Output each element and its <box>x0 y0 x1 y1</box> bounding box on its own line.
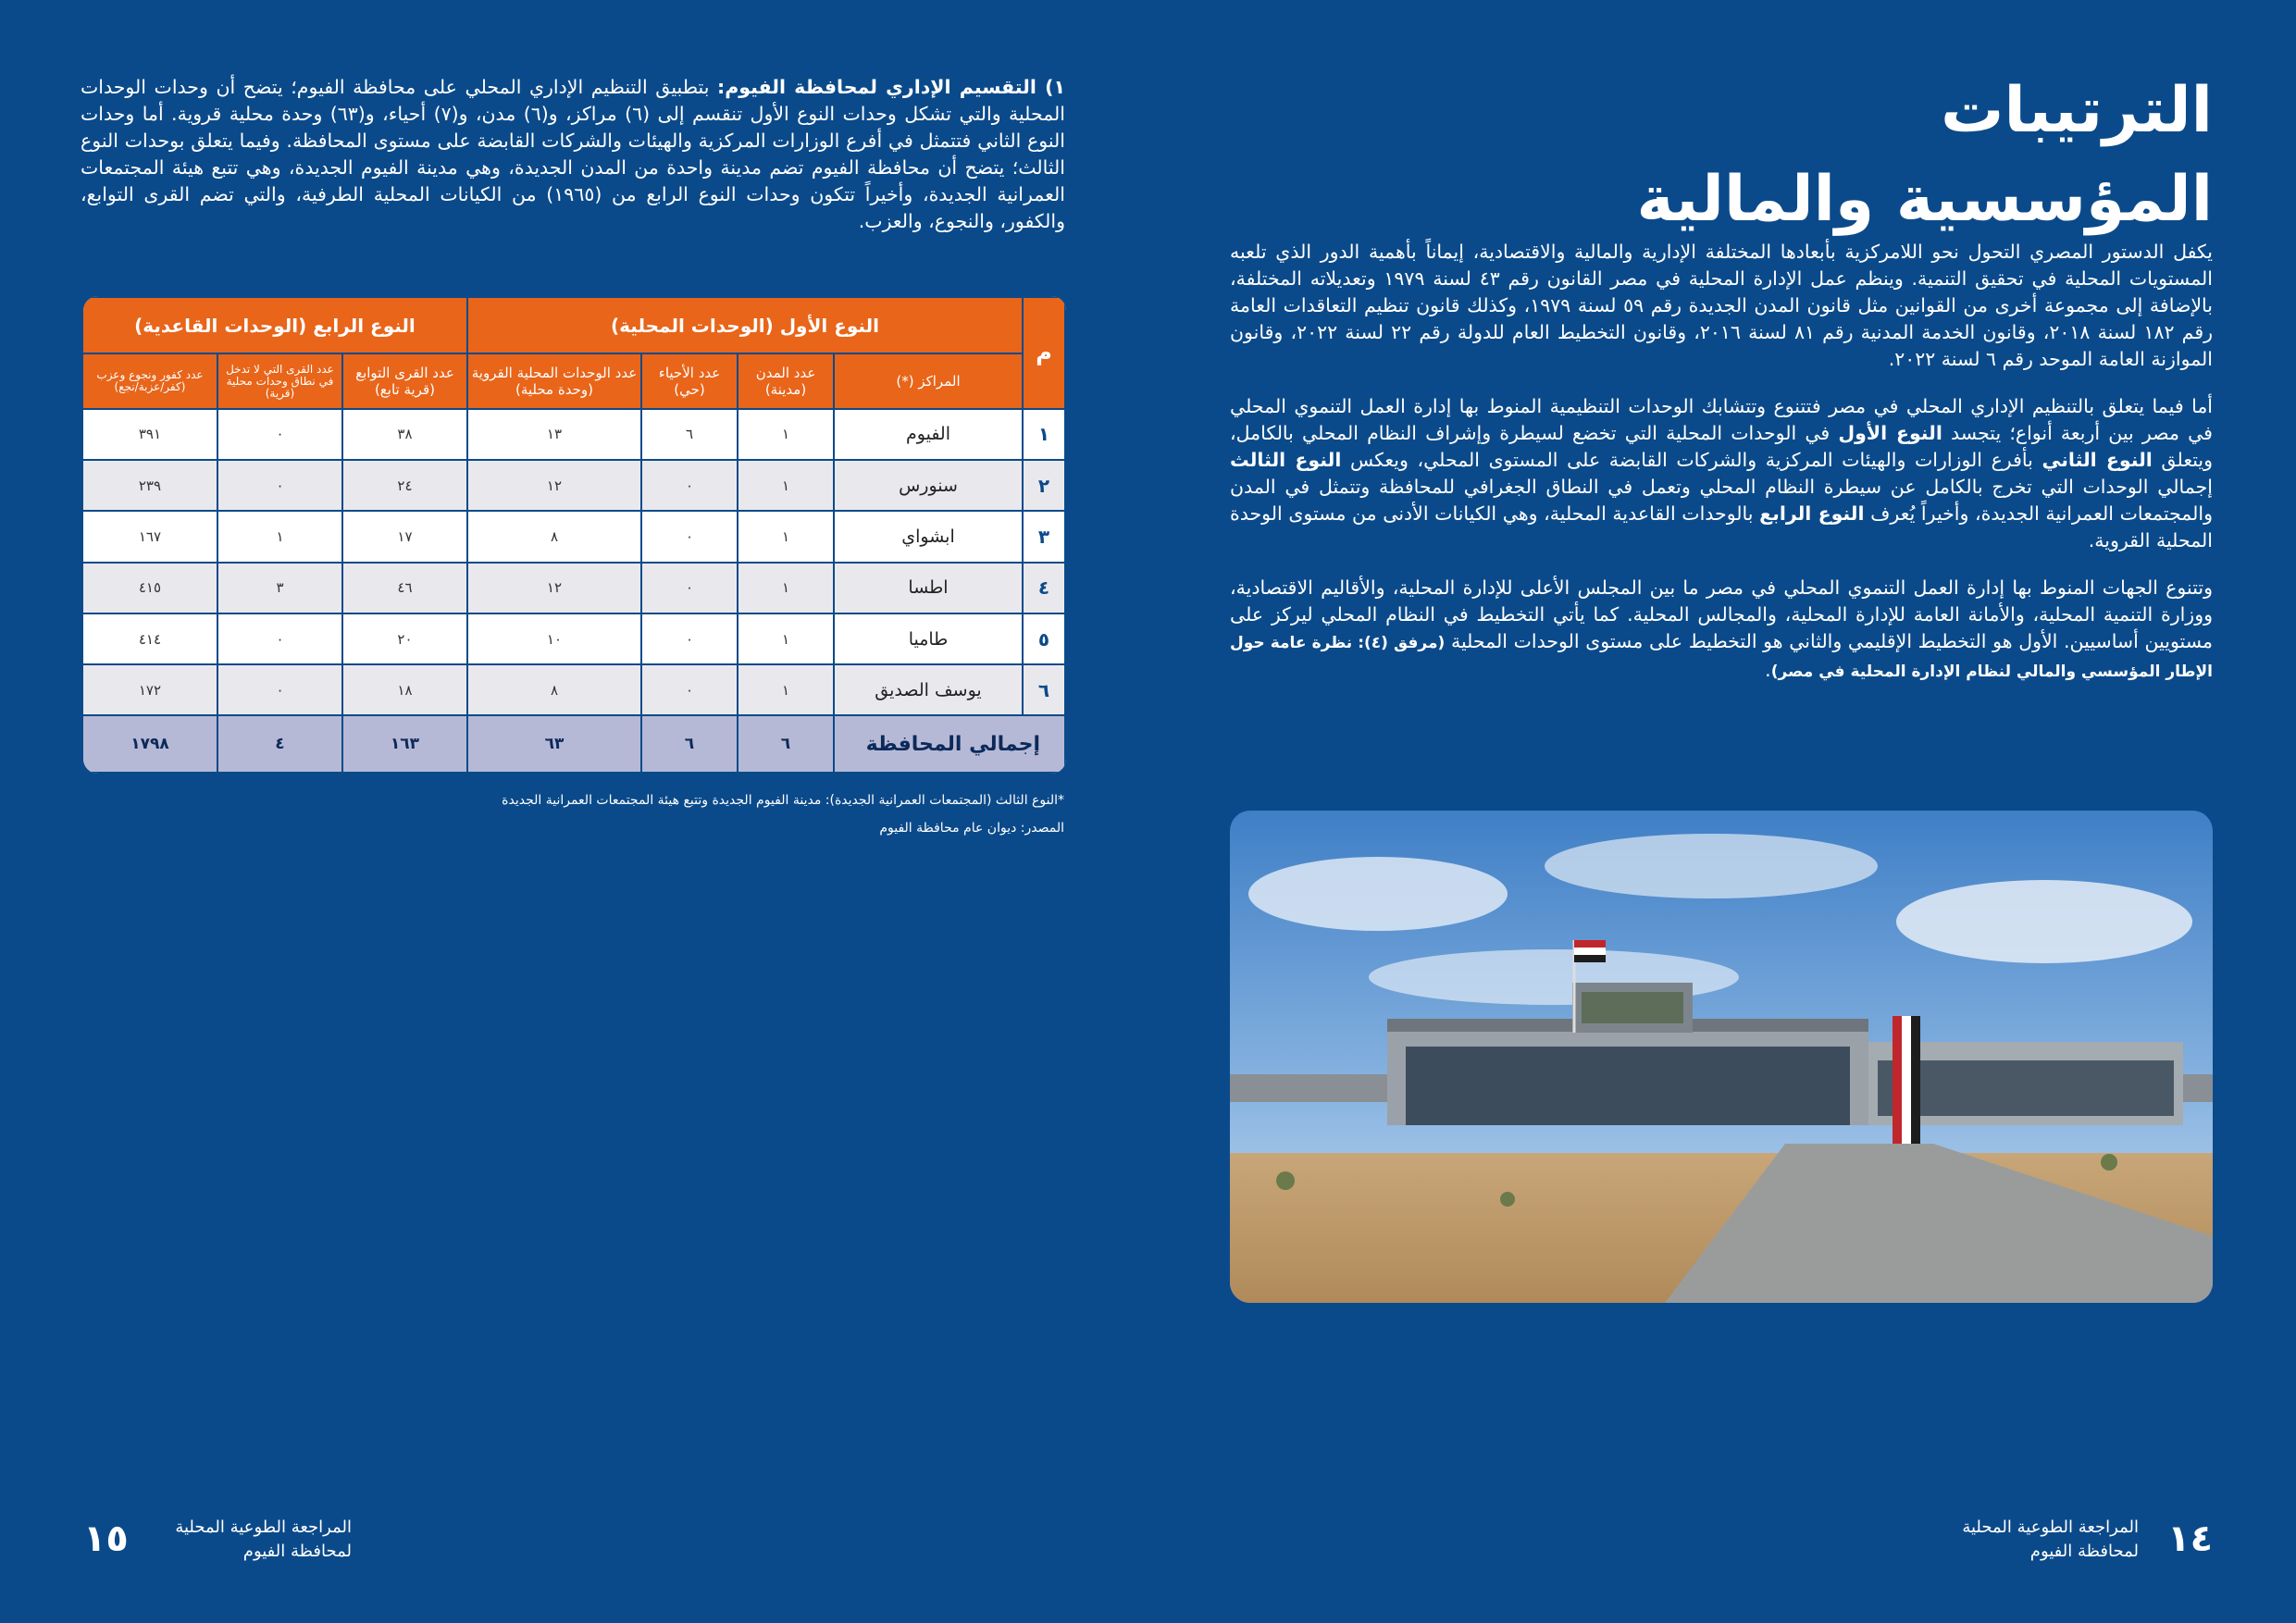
page-number-left: ١٥ <box>83 1518 129 1560</box>
col-index-header: م <box>1023 297 1065 409</box>
table-footnote: *النوع الثالث (المجتمعات العمرانية الجديدة): مدينة الفيوم الجديدة وتتبع هيئة المجتمعات العمرانية الجديدة <box>502 793 1064 808</box>
table-total-row: إجمالي المحافظة ٦ ٦ ٦٣ ١٦٣ ٤ ١٧٩٨ <box>83 715 1065 773</box>
page-number-right: ١٤ <box>2167 1518 2213 1560</box>
table-notes <box>81 787 1064 842</box>
paragraph-2: أما فيما يتعلق بالتنظيم الإداري المحلي في مصر فتتنوع وتتشابك الوحدات التنظيمية المنوط بها إدارة العمل التنموي المحلي في مصر بين أربعة أنواع؛ يتجسد النوع الأول في الوحدات المحلية التي تخضع لسيطرة وإشراف النظام المحلي بالكامل، ويتعلق النوع الثاني بأفرع الوزارات والهيئات المركزية والشركات القابضة على المستوى المحلي، ويعكس النوع الثالث إجمالي الوحدات التي تخرج بالكامل عن سيطرة النظام المحلي وتعمل في النطاق الجغرافي للمحافظة وتتمثل في المدن والمجتمعات العمرانية الجديدة، وأخيراً يُعرف النوع الرابع بالوحدات القاعدية المحلية، وهي الكيانات الأدنى من مستوى الوحدة المحلية القروية. <box>1230 395 2213 551</box>
group-type4-header: النوع الرابع (الوحدات القاعدية) <box>83 297 467 353</box>
title-line-1: الترتيبات <box>1941 74 2213 147</box>
table-row: ٣ ابشواي ١ ٠ ٨ ١٧ ١ ١٦٧ <box>83 511 1065 562</box>
paragraph-3: وتتنوع الجهات المنوط بها إدارة العمل التنموي المحلي في مصر ما بين المجلس الأعلى للإدارة المحلية، والأقاليم الاقتصادية، ووزارة التنمية المحلية، والأمانة العامة للإدارة المحلية، والمجالس المحلية. كما يأتي التخطيط في النظام المحلي ليركز على مستويين أساسيين. الأول هو التخطيط الإقليمي والثاني هو التخطيط على مستوى الوحدات المحلية (مرفق (٤): نظرة عامة حول الإطار المؤسسي والمالي لنظام الإدارة المحلية في مصر). <box>1230 576 2213 681</box>
admin-division-table <box>83 296 1066 774</box>
col-center-header: المراكز (*) <box>834 353 1023 408</box>
table-row: ٤ اطسا ١ ٠ ١٢ ٤٦ ٣ ٤١٥ <box>83 563 1065 613</box>
building-photo <box>1230 811 2213 1303</box>
col-districts-header: عدد الأحياء (حي) <box>641 353 738 408</box>
right-page <box>1148 0 2296 1623</box>
col-units-header: عدد الوحدات المحلية القروية (وحدة محلية) <box>467 353 641 408</box>
right-body-text <box>1230 239 2213 706</box>
intro-paragraph: ١) التقسيم الإداري لمحافظة الفيوم: بتطبيق التنظيم الإداري المحلي على محافظة الفيوم؛ يتضح أن وحدات الوحدات المحلية والتي تشكل وحدات النوع الأول تنقسم إلى (٦) مراكز، و(٦) مدن، و(٧) أحياء، و(٦٣) وحدة محلية قروية. أما وحدات النوع الثاني فتتمثل في أفرع الوزارات المركزية والهيئات والشركات القابضة على مستوى المحافظة. وفيما يتعلق بوحدات النوع الثالث؛ يتضح أن محافظة الفيوم تضم مدينة واحدة من المدن الجديدة، وهي مدينة الفيوم الجديدة، وهي تتبع هيئة المجتمعات العمرانية الجديدة، وأخيراً تتكون وحدات النوع الرابع من (١٩٦٥) من الكيانات المحلية الطرفية، والتي تضم القرى التوابع، والكفور، والنجوع، والعزب. <box>81 76 1065 232</box>
table-row: ٢ سنورس ١ ٠ ١٢ ٢٤ ٠ ٢٣٩ <box>83 460 1065 511</box>
title-line-2: المؤسسية والمالية <box>1636 163 2213 236</box>
col-villages-header: عدد القرى التوابع (قرية تابع) <box>342 353 467 408</box>
table-row: ٦ يوسف الصديق ١ ٠ ٨ ١٨ ٠ ١٧٢ <box>83 664 1065 715</box>
col-cities-header: عدد المدن (مدينة) <box>738 353 834 408</box>
table-row: ١ الفيوم ١ ٦ ١٣ ٣٨ ٠ ٣٩١ <box>83 409 1065 460</box>
col-hamlets-header: عدد كفور ونجوع وعزب (كفر/عزبة/نجع) <box>83 353 217 408</box>
footer-left: المراجعة الطوعية المحلية لمحافظة الفيوم <box>175 1518 352 1561</box>
group-type1-header: النوع الأول (الوحدات المحلية) <box>467 297 1023 353</box>
section-title <box>1380 67 2213 244</box>
paragraph-1: يكفل الدستور المصري التحول نحو اللامركزية بأبعادها المختلفة الإدارية والمالية والاقتصادية، إيماناً بأهمية الدور الذي تلعبه المستويات المحلية في تحقيق التنمية. وينظم عمل الإدارة المحلية في مصر القانون رقم ٤٣ لسنة ١٩٧٩ وتعديلاته المختلفة، بالإضافة إلى مجموعة أخرى من القوانين مثل قانون المدن الجديدة رقم ٥٩ لسنة ١٩٧٩، وكذلك قانون تنظيم التعاقدات العامة رقم ١٨٢ لسنة ٢٠١٨، وقانون الخدمة المدنية رقم ٨١ لسنة ٢٠١٦، وقانون التخطيط العام للدولة رقم ٢٢ لسنة ٢٠٢٢، وقانون الموازنة العامة الموحد رقم ٦ لسنة ٢٠٢٢. <box>1230 241 2214 370</box>
col-outside-header: عدد القرى التي لا تدخل في نطاق وحدات محلية (قرية) <box>217 353 342 408</box>
table-source: المصدر: ديوان عام محافظة الفيوم <box>879 821 1064 836</box>
footer-right: المراجعة الطوعية المحلية لمحافظة الفيوم <box>1962 1518 2139 1561</box>
table-row: ٥ طاميا ١ ٠ ١٠ ٢٠ ٠ ٤١٤ <box>83 613 1065 664</box>
